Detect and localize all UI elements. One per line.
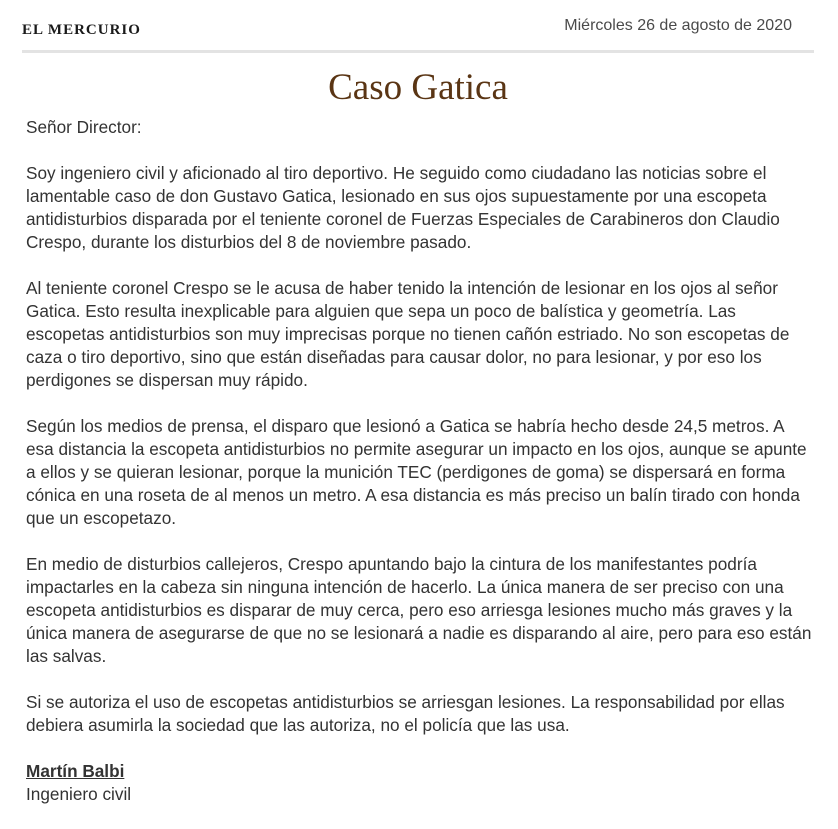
masthead-logo[interactable]: EL MERCURIO [22, 22, 141, 38]
page-header [22, 14, 814, 53]
article-title: Caso Gatica [328, 67, 508, 108]
author-title: Ingeniero civil [26, 784, 132, 804]
author-name-link[interactable]: Martín Balbi [26, 761, 125, 781]
paragraph-3: Según los medios de prensa, el disparo que lesionó a Gatica se habría hecho desde 24,5 metros. A esa distancia la escopeta antidisturbios no permite asegurar un impacto en los ojos, aunque se apunte a ellos y se quieran lesionar, porque la munición TEC (perdigones de goma) se dispersará en forma cónica en una roseta de al menos un metro. A esa distancia es más preciso un balín tirado con honda que un escopetazo. [26, 416, 807, 528]
publication-date: Miércoles 26 de agosto de 2020 [564, 17, 792, 34]
paragraph-1: Soy ingeniero civil y aficionado al tiro deportivo. He seguido como ciudadano las noticias sobre el lamentable caso de don Gustavo Gatica, lesionado en sus ojos supuestamente por una escopeta antidisturbios disparada por el teniente coronel de Fuerzas Especiales de Carabineros don Claudio Crespo, durante los disturbios del 8 de noviembre pasado. [26, 163, 780, 252]
paragraph-2: Al teniente coronel Crespo se le acusa de haber tenido la intención de lesionar en los ojos al señor Gatica. Esto resulta inexplicable para alguien que sepa un poco de balística y geometría. Las escopetas antidisturbios son muy imprecisas porque no tienen cañón estriado. No son escopetas de caza o tiro deportivo, sino que están diseñadas para causar dolor, no para lesionar, y por eso los perdigones se dispersan muy rápido. [26, 278, 790, 390]
paragraph-5: Si se autoriza el uso de escopetas antidisturbios se arriesgan lesiones. La responsabilidad por ellas debiera asumirla la sociedad que las autoriza, no el policía que las usa. [26, 692, 785, 735]
signature-block [26, 760, 816, 806]
article-body [26, 116, 816, 806]
salutation: Señor Director: [26, 117, 142, 137]
paragraph-4: En medio de disturbios callejeros, Crespo apuntando bajo la cintura de los manifestantes podría impactarles en la cabeza sin ninguna intención de hacerlo. La única manera de ser preciso con una escopeta antidisturbios es disparar de muy cerca, pero eso arriesga lesiones mucho más graves y la única manera de asegurarse de que no se lesionará a nadie es disparando al aire, pero para eso están las salvas. [26, 554, 812, 666]
